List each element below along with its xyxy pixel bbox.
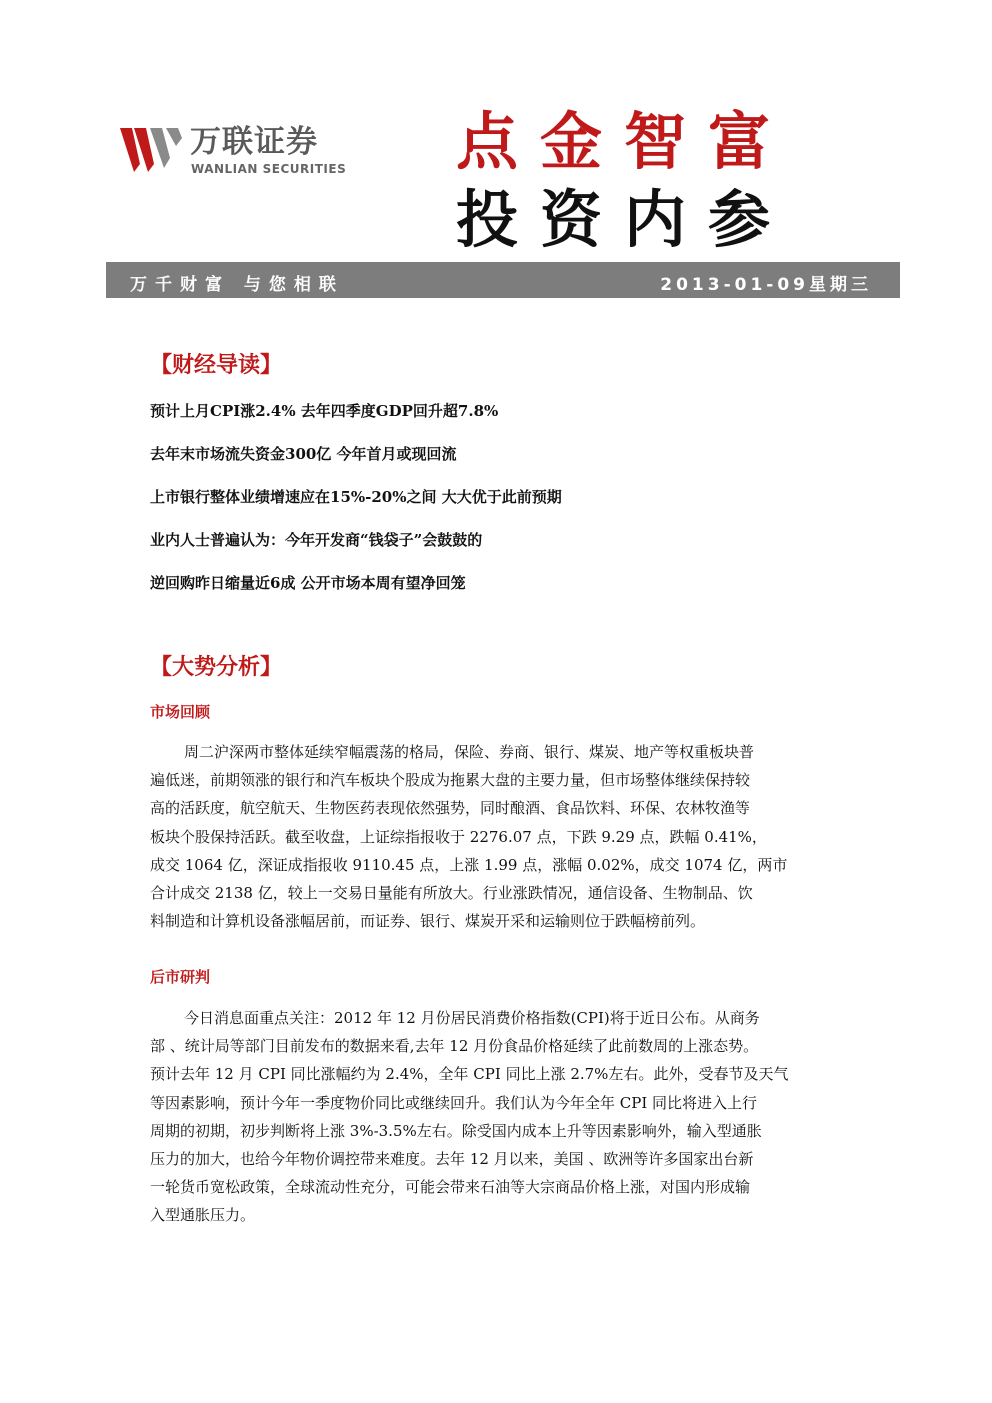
headline-item: 去年末市场流失资金300亿 今年首月或现回流 [150, 445, 457, 463]
headline-item: 预计上月CPI涨2.4% 去年四季度GDP回升超7.8% [150, 402, 499, 420]
market-review-subheading: 市场回顾 [150, 703, 211, 721]
paragraph-line: 周二沪深两市整体延续窄幅震荡的格局，保险、券商、银行、煤炭、地产等权重板块普 [184, 743, 755, 761]
finance-guide-heading: 【财经导读】 [150, 352, 283, 378]
paragraph-line: 板块个股保持活跃。截至收盘，上证综指报收于 2276.07 点，下跌 9.29 点，跌幅 0.41%， [150, 827, 767, 846]
headline-item: 上市银行整体业绩增速应在15%-20%之间 大大优于此前预期 [150, 488, 562, 506]
wanlian-w-logo-icon [120, 124, 182, 176]
headline-item: 逆回购昨日缩量近6成 公开市场本周有望净回笼 [150, 574, 466, 592]
logo-chinese-name: 万联证券 [190, 124, 318, 160]
paragraph-line: 入型通胀压力。 [150, 1206, 256, 1225]
paragraph-line: 高的活跃度，航空航天、生物医药表现依然强势，同时酿酒、食品饮料、环保、农林牧渔等 [150, 799, 751, 818]
market-review-paragraph [150, 738, 842, 935]
paragraph-line: 压力的加大，也给今年物价调控带来难度。去年 12 月以来，美国 、欧洲等许多国家出台新 [150, 1150, 754, 1169]
trend-analysis-heading: 【大势分析】 [150, 654, 283, 680]
masthead-title-line2: 投资内参 [456, 183, 793, 256]
paragraph-line: 成交 1064 亿，深证成指报收 9110.45 点，上涨 1.99 点，涨幅 0.02%，成交 1074 亿，两市 [150, 855, 788, 874]
company-logo [120, 124, 360, 180]
banner-slogan: 万千财富 与您相联 [130, 275, 344, 295]
paragraph-line: 部 、统计局等部门目前发布的数据来看,去年 12 月份食品价格延续了此前数周的上涨态势。 [150, 1037, 759, 1056]
outlook-subheading: 后市研判 [150, 968, 211, 986]
header-banner [106, 262, 900, 298]
paragraph-line: 遍低迷，前期领涨的银行和汽车板块个股成为拖累大盘的主要力量，但市场整体继续保持较 [150, 771, 751, 790]
paragraph-line: 周期的初期，初步判断将上涨 3%-3.5%左右。除受国内成本上升等因素影响外，输入型通胀 [150, 1121, 762, 1140]
paragraph-line: 料制造和计算机设备涨幅居前，而证券、银行、煤炭开采和运输则位于跌幅榜前列。 [150, 912, 706, 931]
banner-date: 2013-01-09星期三 [660, 275, 872, 295]
masthead-title-line1: 点金智富 [456, 105, 793, 178]
paragraph-line: 预计去年 12 月 CPI 同比涨幅约为 2.4%，全年 CPI 同比上涨 2.7%左右。此外，受春节及天气 [150, 1065, 789, 1084]
paragraph-line: 今日消息面重点关注：2012 年 12 月份居民消费价格指数(CPI)将于近日公布。从商务 [184, 1009, 760, 1027]
paragraph-line: 合计成交 2138 亿，较上一交易日量能有所放大。行业涨跌情况，通信设备、生物制品、饮 [150, 884, 753, 903]
paragraph-line: 一轮货币宽松政策，全球流动性充分，可能会带来石油等大宗商品价格上涨，对国内形成输 [150, 1178, 751, 1197]
logo-english-name: WANLIAN SECURITIES [191, 162, 347, 176]
headline-item: 业内人士普遍认为：今年开发商“钱袋子”会鼓鼓的 [150, 531, 483, 549]
outlook-paragraph [150, 1004, 842, 1230]
paragraph-line: 等因素影响，预计今年一季度物价同比或继续回升。我们认为今年全年 CPI 同比将进入上行 [150, 1093, 758, 1112]
